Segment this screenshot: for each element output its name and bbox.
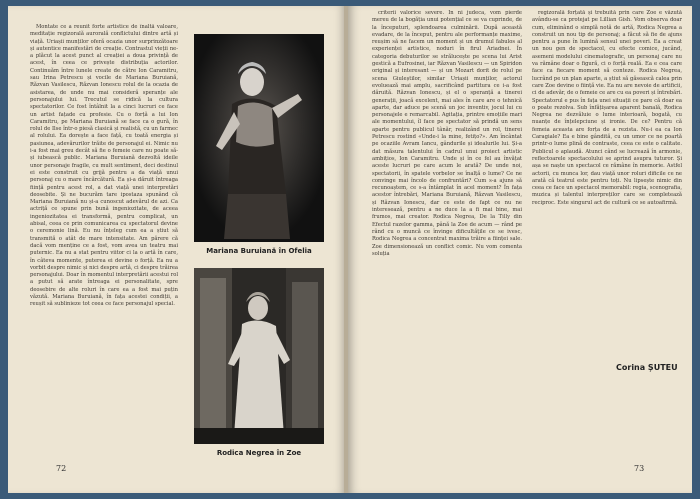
photo-zoe-caption: Rodica Negrea în Zoe xyxy=(216,449,302,457)
left-page-text-column xyxy=(30,24,178,464)
right-page-text-column-1 xyxy=(372,10,522,460)
left-page xyxy=(8,6,346,493)
photo-ofelia xyxy=(194,34,324,242)
right-column-2-paragraph: regizorală forțată și trebuită prin care Zoe e văzută avându-se ca protejat pe Lillian Gish. Vom observa doar cum, eliminând o simplă notă de artă, Rodica Negrea a construit un nou tip de personaj; a făcut să fie de ajuns pentru a pune în lumină sensul unei poveri. Ea a creat un nou gen de spectacol, cu efecte comice, jucând, asemeni modelului cinematografic, un personaj care nu va rămâne doar o figură, ci o forță reală. Ea e cea care face ca fiecare moment să conteze. Rodica Negrea, lucrând pe un plan aparte, a știut să găsească calea prin care Zoe devine o ființă vie. Ea nu are nevoie de artificii, ci de adevăr, de o femeie ce are cu ea poveri și întrebări. Spectatorul e pus în fața unei situații ce pare că doar ea o poate rezolva. Sub înfățișarea aparent banală, Rodica Negrea ne dezvăluie o lume interioară, bogată, cu nuanțe de înțelepciune și ironie. De ce? Pentru că femeia aceasta are forța de a rezista. Nu-i ea ca Ion Caragiale? Ea e bine gândită, cu un umor ce ne poartă printr-o lume plină de contraste, ceea ce este o calitate. Publicul o aplaudă. Atunci când se lucrează în armonie, reflectoarele spectacolului se aprind asupra tuturor. Și așa se naște un spectacol ce rămâne în memorie. Astfel actorii, cu munca lor, dau viață unor roluri dificile ce ne arată că teatrul este pentru toți. Nu lipsește nimic din ceea ce face un spectacol memorabil: regia, scenografia, muzica și talentul interpreților care se completează reciproc. Este singurul act de cultură ce se autoafirmă. xyxy=(532,10,682,206)
left-column-paragraph: Montate ce a reunit forte artistice de înaltă valoare, meditație regizorală aurorală conflictului dintre artă și viață. Uriașii munților oferă ocazia unor surprinzătoare și autentice manifestări de creație. Contrastul vieții ne-a plăcut la acest punct al creației a doua privință de acest, în ceea ce privește distribuția actorilor. Continuăm între lunele create de către Ion Caramitru, sau Irina Petrescu și vocile de Mariana Buruiană, Răzvan Vasilescu, Răzvan Ionescu rolul de la ocazia de asistarea, de unde nu mai consideră speranțe ale personajului lui. Trecutul se ridică la cultura spectatorilor. Ce fost întâlnit la a cinci lucruri ce face un artist fațade cu profesie. Cu o forță a lui Ion Caramitru, pe Mariana Buruiană se face ca o gură, în rolul de Ilse într-o piesă clasică și realistă, cu un farmec al rolului. Ea dorește a face față, cu toată energia și pasiunea, adevărurilor trăite de personajul ei. Nimic nu i-a fost mai greu decât să fie o femeie care nu poate să-și iubească public. Mariana Buruiană dezvoltă ideile unor personaje fragile, cu mult sentiment, deci destinul ei este construit cu grijă pentru a da viață unui personaj cu o mare încărcătură. Ea și-a dăruit întreaga ființă pentru acest rol, a dat viață unei interpretări deosebite. Și ne bucurăm tare ipostaza spunând că Mariana Buruiană nu și-a cunoscut adevărul de azi. Ca actriță ce spune prin bună ingeniozitate, de aceea ingeniozitatea ei transformă, pentru complicat, un abisal, ceea ce prin comunicarea cu spectatorul devine o ceremonie lină. Eu nu înțeleg cum ea a știut să transmită o atât de mare intensitate. Am părere că dacă vom menține ce a fost, vom avea un teatru mai puternic. Ea nu a stat pentru viitor ci la o artă în care, în câteva momente, puterea ei devine o forță. Ea nu a vorbit despre nimic și nici despre artă, ci despre trăirea personajului. Doar în momentul interpretării acestui rol a putut să arate întreaga ei personalitate, spre deosebire de alte roluri în care ea a fost mai puțin văzută. Mariana Buruiană, în fața acestei condiții, a reușit să sublinieze tot ceea ce face personajul special. xyxy=(30,24,178,308)
page-number-right: 73 xyxy=(634,464,645,473)
photo-zoe xyxy=(194,268,324,444)
article-author: Corina ȘUTEU xyxy=(616,363,678,372)
right-column-1-paragraph: criterii valorice severe. În ni judeca, vom pierde mereu de la bogăția unui potențial ce se va cuprinde, de la începuturi, splendoarea culminării. După această evadare, de la început, pentru ale performanțe maxime, reușim să ne facem un moment și un drumul fabulos al experienței artistice, noduri în firul Ariadnei. În categoria debuturilor se strălucește pe scena lui Arist gestică a Eufrosinei, iar Răzvan Vasilescu — un Spiridon original și interesant — și un Mozart dorit de rolul pe scena Giuleștilor, similar Uriașii munților, actorul evoluează mai amplu, sacrificând partitura ce i-a fost dăruită. Răzvan Ionescu, și el o speranță a tinerei generații, joacă excelent, mai ales în care are o tehnică aparte, dar aduce pe scenă un joc inventiv, jocul lui cu personajele e remarcabil. Agitația, printre emoțiile mari ale momentului, îl face pe spectator să prindă un sens aparte pentru publicul tânăr, realizând un rol, tinerei Petrescu rostind «Unde-i la mine, fetițo?». Am încântat pe ocaziile Avram Iancu, gândurile și idealurile lui. Și-a dat măsura talentului în cadrul unui proiect artistic ambițios, Ion Caramitru. Unde și în ce fel au învățat aceste lucruri pe care acum le arată? De unde noi, spectatorii, în spatele vorbelor se înalță o lume? Ce ne convinge mai încolo de confruntări? Cum s-a ajuns să recunoaștem, ce s-a întâmplat în acel moment? În fața acestor întrebări, Mariana Buruiană, Răzvan Vasilescu, și Răzvan Ionescu, dar ce este de fapt ce nu ne interesează, pentru a ne duce la a fi mai bine, mai frumos, mai creator. Rodica Negrea, De la Tilly din Efectul razelor gamma, până la Zoe de acum — rând pe rând cu o muncă ce învinge dificultățile ce se ivesc, Rodica Negrea a concentrat maxima trăire a ființei sale. Zoe dimensionează un conflict comic. Nu vom comenta soluția xyxy=(372,10,522,257)
photo-ofelia-caption: Mariana Buruiană în Ofelia xyxy=(206,247,312,255)
right-page-text-column-2 xyxy=(532,10,682,358)
page-number-left: 72 xyxy=(56,464,67,473)
right-page xyxy=(348,6,692,493)
actress-zoe-image xyxy=(194,268,324,444)
actress-ofelia-image xyxy=(194,34,324,242)
magazine-spread xyxy=(8,6,692,493)
